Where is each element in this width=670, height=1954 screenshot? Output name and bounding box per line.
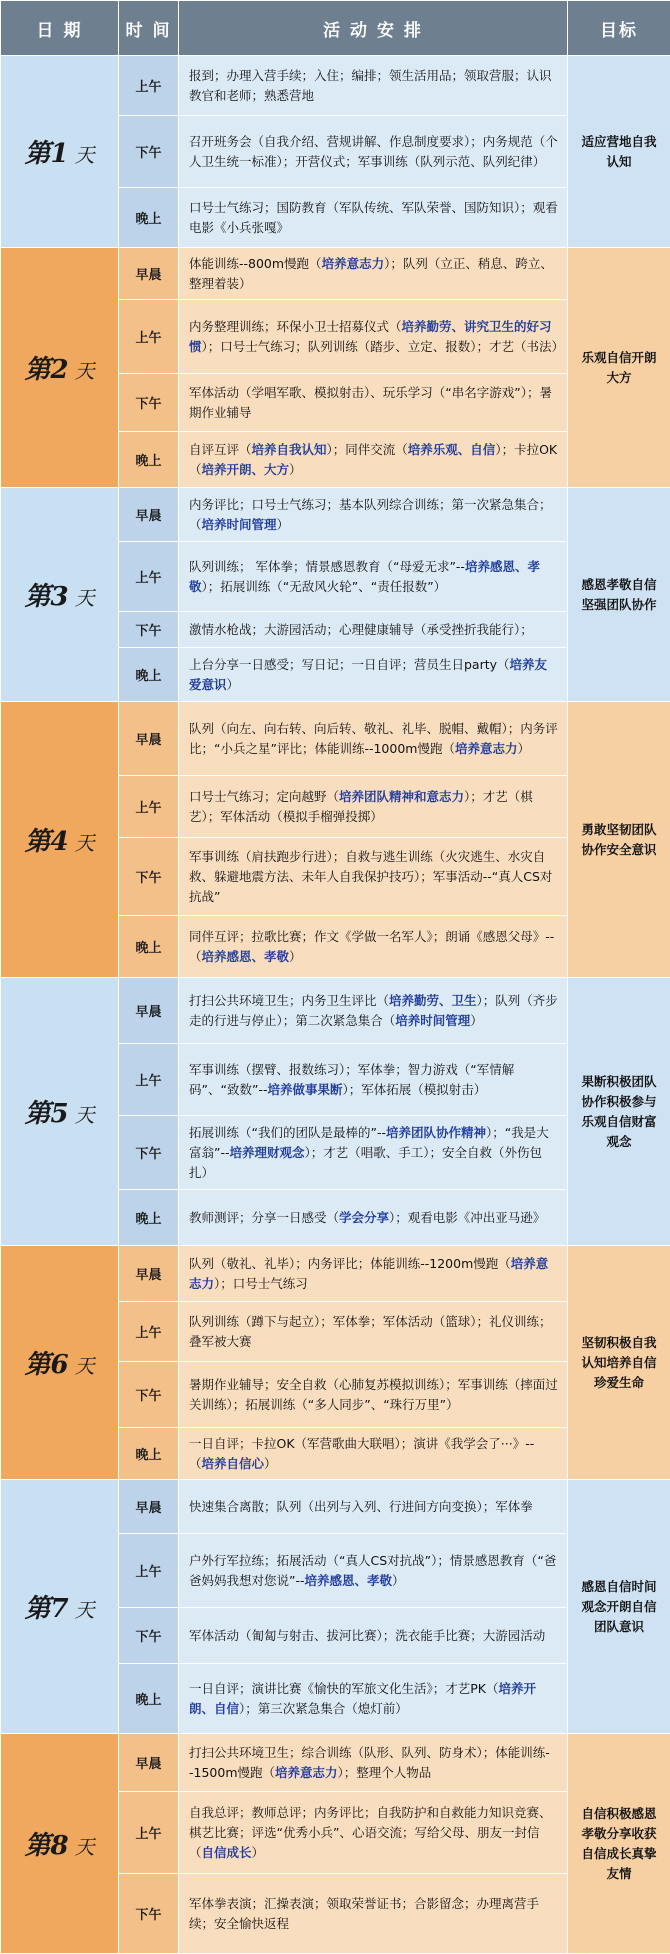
activity-segment: ）	[289, 462, 302, 477]
activity-segment: ）	[227, 677, 240, 692]
activity-segment: ）；“我是大富翁”--	[189, 1125, 549, 1160]
highlight-text: 培养时间管理	[202, 517, 277, 532]
day-label	[1, 1480, 119, 1734]
schedule-row	[1, 978, 670, 1044]
day-number: 第5	[24, 1099, 68, 1129]
activity-segment: 一日自评；卡拉OK（军营歌曲大联唱）；演讲《我学会了···》--（	[189, 1436, 534, 1471]
activity-text	[179, 916, 568, 978]
schedule-body	[1, 56, 670, 1954]
header-date: 日 期	[1, 1, 119, 56]
day-number: 第4	[24, 827, 68, 857]
activity-segment: ）	[392, 1573, 405, 1588]
activity-segment: ）；队列（立正、稍息、跨立、整理着装）	[189, 256, 553, 291]
highlight-text: 培养感恩、孝敬	[202, 949, 290, 964]
highlight-text: 培养勤劳、讲究卫生的好习惯	[189, 319, 552, 354]
activity-segment: 军体活动（匍匐与射击、拔河比赛）；洗衣能手比赛；大游园活动	[189, 1628, 545, 1643]
highlight-text: 培养自我认知	[252, 442, 327, 457]
highlight-text: 培养感恩、孝敬	[305, 1573, 393, 1588]
activity-segment: ）；才艺（唱歌、手工）；安全自救（外伤包扎）	[189, 1145, 542, 1180]
time-slot: 下午	[119, 612, 179, 648]
activity-segment: 队列（敬礼、礼毕）；内务评比；体能训练--1200m慢跑（	[189, 1256, 511, 1271]
activity-text	[179, 978, 568, 1044]
activity-text	[179, 56, 568, 116]
day-goal: 感恩孝敬自信坚强团队协作	[568, 488, 670, 702]
day-goal: 果断积极团队协作积极参与乐观自信财富观念	[568, 978, 670, 1246]
time-slot: 上午	[119, 1792, 179, 1874]
activity-segment: 一日自评；演讲比赛《愉快的军旅文化生活》；才艺PK（	[189, 1681, 499, 1696]
highlight-text: 培养团队精神和意志力	[339, 789, 464, 804]
highlight-text: 自信成长	[202, 1845, 252, 1860]
activity-segment: ）	[264, 1456, 277, 1471]
day-goal: 坚韧积极自我认知培养自信珍爱生命	[568, 1246, 670, 1480]
day-number: 第3	[24, 582, 68, 612]
day-goal: 自信积极感恩孝敬分享收获自信成长真挚友情	[568, 1734, 670, 1954]
activity-segment: 拓展训练（“我们的团队是最棒的”--	[189, 1125, 386, 1140]
highlight-text: 培养乐观、自信	[408, 442, 496, 457]
time-slot: 上午	[119, 300, 179, 374]
activity-text	[179, 648, 568, 702]
time-slot: 下午	[119, 1362, 179, 1428]
activity-text	[179, 188, 568, 248]
time-slot: 早晨	[119, 1734, 179, 1792]
time-slot: 下午	[119, 838, 179, 916]
activity-segment: ）；口号士气练习；队列训练（踏步、立定、报数）；才艺（书法）	[202, 339, 565, 354]
activity-segment: 报到；办理入营手续；入住；编排；领生活用品；领取营服；认识教官和老师；熟悉营地	[189, 68, 552, 103]
activity-text	[179, 612, 568, 648]
activity-segment: ）	[277, 517, 290, 532]
highlight-text: 培养意志力	[322, 256, 385, 271]
time-slot: 下午	[119, 1116, 179, 1190]
day-unit: 天	[75, 143, 95, 167]
schedule-row	[1, 56, 670, 116]
activity-segment: 口号士气练习；国防教育（军队传统、军队荣誉、国防知识）；观看电影《小兵张嘎》	[189, 200, 558, 235]
activity-segment: 激情水枪战；大游园活动；心理健康辅导（承受挫折我能行）；	[189, 622, 533, 637]
time-slot: 晚上	[119, 1428, 179, 1480]
time-slot: 晚上	[119, 1190, 179, 1246]
day-unit: 天	[75, 831, 95, 855]
activity-segment: ）；军体拓展（模拟射击）	[342, 1082, 486, 1097]
header-row	[1, 1, 670, 56]
activity-text	[179, 1534, 568, 1608]
activity-text	[179, 1190, 568, 1246]
time-slot: 早晨	[119, 1480, 179, 1534]
activity-text	[179, 1874, 568, 1954]
activity-text	[179, 1428, 568, 1480]
activity-text	[179, 488, 568, 542]
highlight-text: 培养开朗、大方	[202, 462, 290, 477]
schedule-row	[1, 488, 670, 542]
activity-segment: ）；同伴交流（	[327, 442, 408, 457]
activity-text	[179, 374, 568, 432]
activity-segment: 军体拳表演；汇操表演；领取荣誉证书；合影留念；办理离营手续；安全愉快返程	[189, 1896, 539, 1931]
activity-segment: 召开班务会（自我介绍、营规讲解、作息制度要求）；内务规范（个人卫生统一标准）；开营仪式；军事训练（队列示范、队列纪律）	[189, 134, 558, 169]
activity-segment: 教师测评；分享一日感受（	[189, 1210, 339, 1225]
time-slot: 早晨	[119, 488, 179, 542]
activity-segment: ）；口号士气练习	[214, 1276, 308, 1291]
time-slot: 上午	[119, 542, 179, 612]
activity-text	[179, 1734, 568, 1792]
activity-segment: 队列（向左、向右转、向后转、敬礼、礼毕、脱帽、戴帽）；内务评比；“小兵之星”评比；体能训练--1000m慢跑（	[189, 721, 558, 756]
highlight-text: 培养时间管理	[395, 1013, 470, 1028]
schedule-row	[1, 1734, 670, 1792]
day-number: 第6	[24, 1350, 68, 1380]
time-slot: 早晨	[119, 978, 179, 1044]
day-unit: 天	[75, 1835, 95, 1859]
activity-segment: ）；拓展训练（“无敌风火轮”、“责任报数”）	[202, 579, 447, 594]
day-unit: 天	[75, 359, 95, 383]
schedule-row	[1, 1480, 670, 1534]
activity-segment: 同伴互评；拉歌比赛；作文《学做一名军人》；朗诵《感恩父母》--（	[189, 929, 554, 964]
activity-segment: ）	[289, 949, 302, 964]
header-activity: 活 动 安 排	[179, 1, 568, 56]
activity-segment: 体能训练--800m慢跑（	[189, 256, 322, 271]
activity-text	[179, 300, 568, 374]
activity-segment: ）	[470, 1013, 483, 1028]
activity-segment: 打扫公共环境卫生；综合训练（队形、队列、防身术）；体能训练--1500m慢跑（	[189, 1745, 550, 1780]
time-slot: 早晨	[119, 248, 179, 300]
activity-text	[179, 1362, 568, 1428]
activity-segment: ）；才艺（棋艺）；军体活动（模拟手榴弹投掷）	[189, 789, 533, 824]
time-slot: 上午	[119, 1534, 179, 1608]
highlight-text: 培养意志力	[455, 741, 518, 756]
activity-text	[179, 1608, 568, 1664]
activity-segment: ）；队列（齐步走的行进与停止）；第二次紧急集合（	[189, 993, 558, 1028]
activity-segment: 暑期作业辅导；安全自救（心肺复苏模拟训练）；军事训练（摔面过关训练）；拓展训练（“多人同步”、“珠行万里”）	[189, 1377, 558, 1412]
time-slot: 上午	[119, 56, 179, 116]
day-unit: 天	[75, 1354, 95, 1378]
activity-segment: 内务整理训练；环保小卫士招募仪式（	[189, 319, 402, 334]
activity-segment: 户外行军拉练；拓展活动（“真人CS对抗战”）；情景感恩教育（“爸爸妈妈我想对您说”--	[189, 1553, 556, 1588]
schedule-row	[1, 248, 670, 300]
day-label	[1, 978, 119, 1246]
activity-text	[179, 1792, 568, 1874]
day-goal: 感恩自信时间观念开朗自信团队意识	[568, 1480, 670, 1734]
activity-segment: ）；第三次紧急集合（熄灯前）	[239, 1701, 408, 1716]
activity-segment: 军事训练（摆臂、报数练习）；军体拳；智力游戏（“军情解码”、“致数”--	[189, 1062, 514, 1097]
highlight-text: 培养自信心	[202, 1456, 265, 1471]
day-label	[1, 488, 119, 702]
activity-segment: 军体活动（学唱军歌、模拟射击）、玩乐学习（“串名字游戏”）；暑期作业辅导	[189, 385, 552, 420]
day-number: 第2	[24, 355, 68, 385]
time-slot: 晚上	[119, 432, 179, 488]
activity-segment: 自评互评（	[189, 442, 252, 457]
activity-text	[179, 116, 568, 188]
activity-text	[179, 1664, 568, 1734]
activity-text	[179, 776, 568, 838]
activity-segment: 快速集合离散；队列（出列与入列、行进间方向变换）；军体拳	[189, 1499, 533, 1514]
highlight-text: 培养勤劳、卫生	[389, 993, 477, 1008]
activity-text	[179, 838, 568, 916]
day-number: 第1	[24, 139, 68, 169]
activity-text	[179, 702, 568, 776]
activity-segment: 军事训练（肩扶跑步行进）；自救与逃生训练（火灾逃生、水灾自救、躲避地震方法、未年人自我保护技巧）；军事活动--“真人CS对抗战”	[189, 849, 552, 904]
time-slot: 上午	[119, 1044, 179, 1116]
highlight-text: 培养感恩、孝敬	[189, 559, 540, 594]
schedule-row	[1, 702, 670, 776]
day-unit: 天	[75, 586, 95, 610]
activity-text	[179, 1116, 568, 1190]
day-unit: 天	[75, 1103, 95, 1127]
time-slot: 晚上	[119, 188, 179, 248]
activity-segment: 打扫公共环境卫生；内务卫生评比（	[189, 993, 389, 1008]
activity-text	[179, 1302, 568, 1362]
day-goal: 乐观自信开朗大方	[568, 248, 670, 488]
header-time: 时 间	[119, 1, 179, 56]
activity-segment: ）；观看电影《冲出亚马逊》	[389, 1210, 545, 1225]
highlight-text: 培养友爱意识	[189, 657, 547, 692]
highlight-text: 培养开朗、自信	[189, 1681, 536, 1716]
activity-segment: ）	[517, 741, 530, 756]
day-goal: 适应营地自我认知	[568, 56, 670, 248]
day-number: 第7	[24, 1594, 68, 1624]
activity-segment: 自我总评；教师总评；内务评比；自我防护和自救能力知识竞赛、棋艺比赛；评选“优秀小兵”、心语交流；写给父母、朋友一封信（	[189, 1805, 552, 1860]
highlight-text: 培养理财观念	[230, 1145, 305, 1160]
activity-text	[179, 432, 568, 488]
time-slot: 下午	[119, 1874, 179, 1954]
day-goal: 勇敢坚韧团队协作安全意识	[568, 702, 670, 978]
day-label	[1, 702, 119, 978]
day-label	[1, 56, 119, 248]
activity-segment: ）；卡拉OK（	[189, 442, 557, 477]
time-slot: 上午	[119, 1302, 179, 1362]
header-goal: 目标	[568, 1, 670, 56]
activity-segment: ）；整理个人物品	[338, 1765, 432, 1780]
activity-segment: ）	[252, 1845, 265, 1860]
day-number: 第8	[24, 1831, 68, 1861]
activity-segment: 内务评比；口号士气练习；基本队列综合训练；第一次紧急集合；（	[189, 497, 552, 532]
time-slot: 上午	[119, 776, 179, 838]
time-slot: 下午	[119, 116, 179, 188]
activity-segment: 队列训练（蹲下与起立）；军体拳；军体活动（篮球）；礼仪训练；叠军被大赛	[189, 1314, 552, 1349]
activity-text	[179, 248, 568, 300]
activity-text	[179, 1246, 568, 1302]
schedule-row	[1, 1246, 670, 1302]
time-slot: 晚上	[119, 648, 179, 702]
highlight-text: 培养意志力	[275, 1765, 338, 1780]
activity-text	[179, 1044, 568, 1116]
highlight-text: 培养团队协作精神	[386, 1125, 486, 1140]
time-slot: 晚上	[119, 916, 179, 978]
day-label	[1, 1246, 119, 1480]
time-slot: 晚上	[119, 1664, 179, 1734]
activity-segment: 上台分享一日感受；写日记；一日自评；营员生日party（	[189, 657, 510, 672]
highlight-text: 学会分享	[339, 1210, 389, 1225]
activity-segment: 口号士气练习；定向越野（	[189, 789, 339, 804]
time-slot: 早晨	[119, 1246, 179, 1302]
day-label	[1, 248, 119, 488]
activity-text	[179, 1480, 568, 1534]
highlight-text: 培养意志力	[189, 1256, 548, 1291]
day-unit: 天	[75, 1598, 95, 1622]
time-slot: 下午	[119, 374, 179, 432]
highlight-text: 培养做事果断	[267, 1082, 342, 1097]
activity-text	[179, 542, 568, 612]
time-slot: 下午	[119, 1608, 179, 1664]
time-slot: 早晨	[119, 702, 179, 776]
day-label	[1, 1734, 119, 1954]
activity-segment: 队列训练； 军体拳；情景感恩教育（“母爱无求”--	[189, 559, 465, 574]
